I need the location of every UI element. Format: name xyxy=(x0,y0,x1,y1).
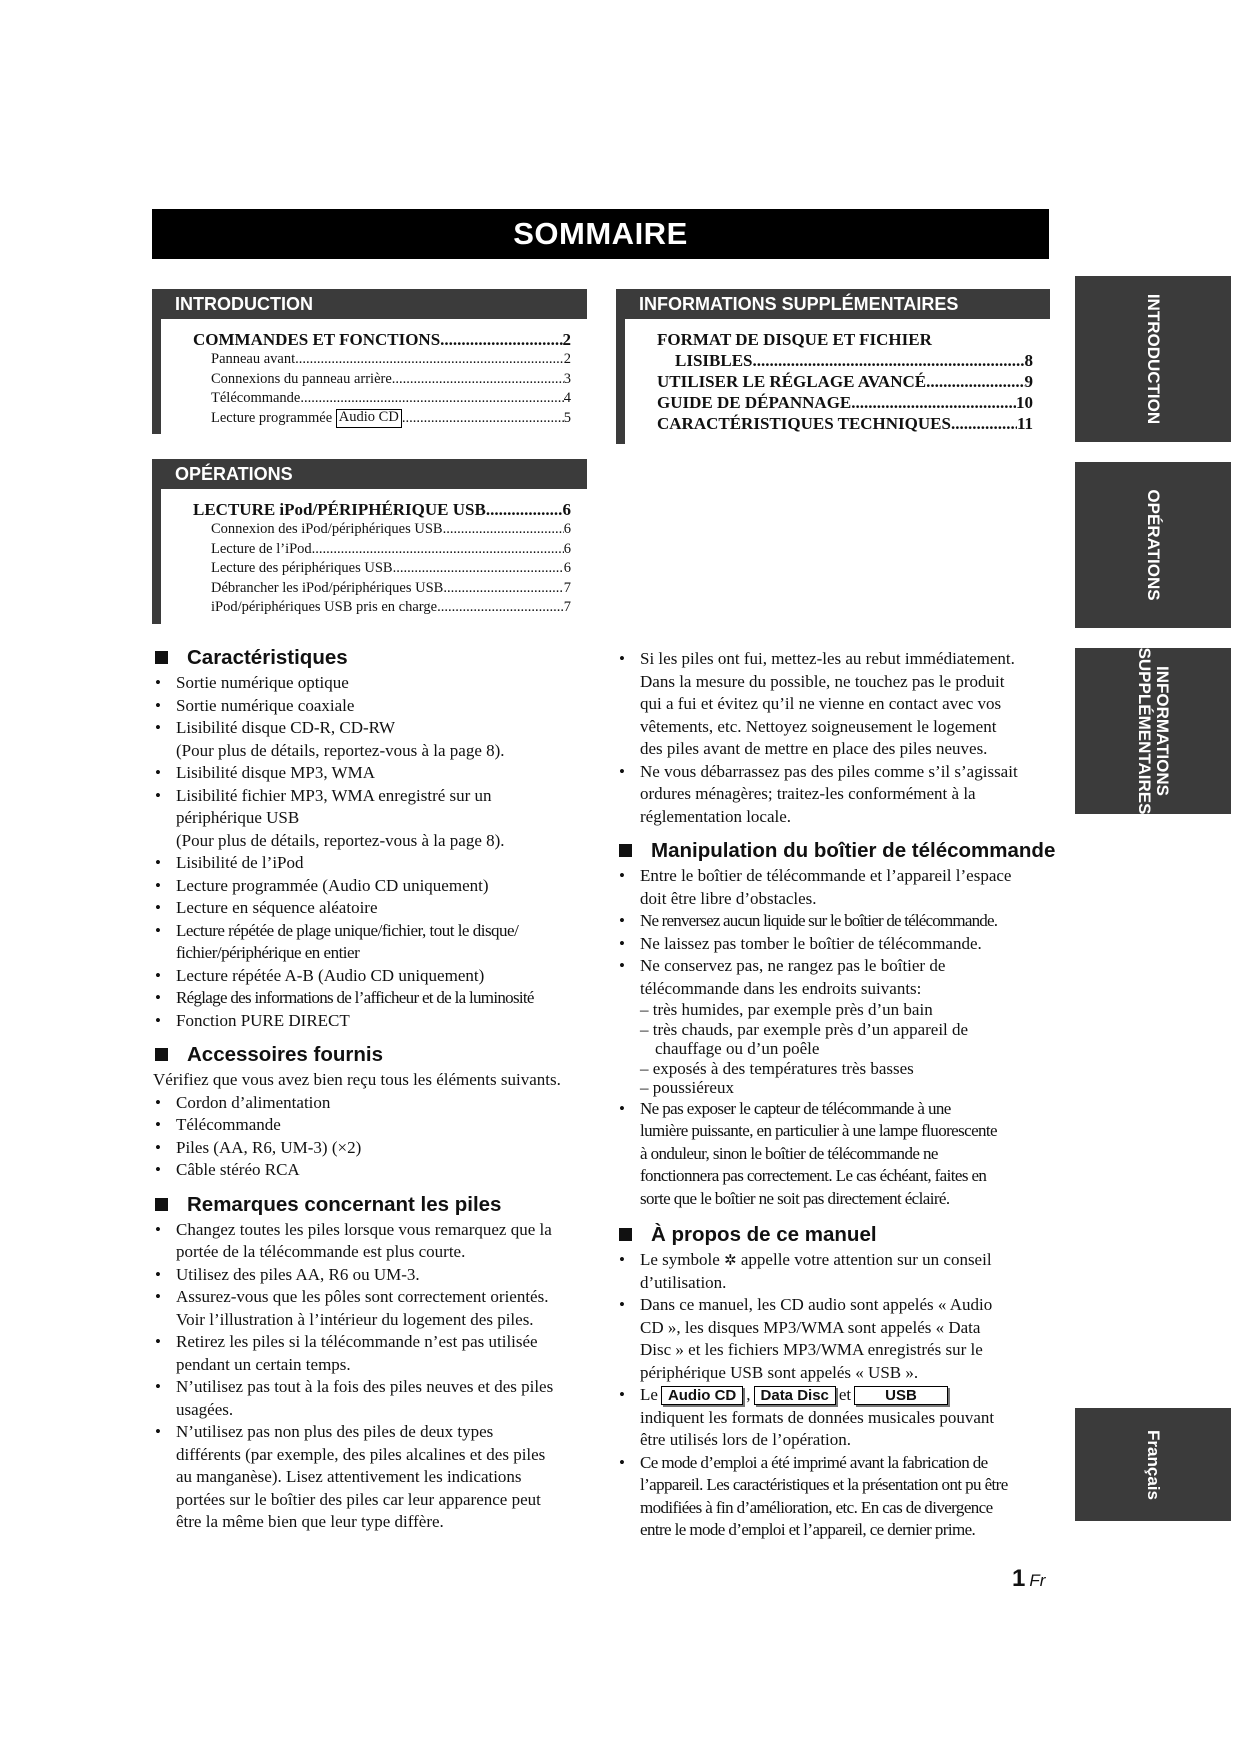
list-item: • Ne vous débarrassez pas des piles comme s’il s’agissait ordures ménagères; traitez-les conformément à la réglementation locale. xyxy=(617,761,1057,829)
batteries-list xyxy=(153,1219,593,1534)
list-item: • Cordon d’alimentation xyxy=(153,1092,593,1115)
list-item: • Lisibilité de l’iPod xyxy=(153,852,593,875)
list-item: • Le Audio CD , Data Disc et USB indiquent les formats de données musicales pouvant être utilisés lors de l’opération. xyxy=(617,1384,1057,1452)
data-disc-tag: Data Disc xyxy=(754,1386,836,1405)
toc-entry[interactable]: COMMANDES ET FONCTIONS ..... 2 xyxy=(193,329,571,350)
audio-cd-tag: Audio CD xyxy=(336,409,402,429)
toc-sub-entry[interactable]: Lecture programmée Audio CD ..... 5 xyxy=(193,409,571,429)
toc-entry[interactable]: UTILISER LE RÉGLAGE AVANCÉ ..... 9 xyxy=(657,371,1033,392)
page-number: 1 Fr xyxy=(1012,1565,1046,1592)
list-item: • Retirez les piles si la télécommande n’est pas utilisée pendant un certain temps. xyxy=(153,1331,593,1376)
side-tab-language[interactable]: Français xyxy=(1075,1408,1231,1521)
list-item: • Ne laissez pas tomber le boîtier de télécommande. xyxy=(617,933,1057,956)
list-item: • Télécommande xyxy=(153,1114,593,1137)
list-item: • Câble stéréo RCA xyxy=(153,1159,593,1182)
accessories-list xyxy=(153,1092,593,1182)
manual-list xyxy=(617,1249,1057,1542)
section-accessoires: Accessoires fournis xyxy=(153,1042,593,1068)
toc-sub-entry[interactable]: Débrancher les iPod/périphériques USB ..... 7 xyxy=(193,579,571,599)
usb-tag: USB xyxy=(854,1386,948,1405)
list-item: • Lecture répétée de plage unique/fichier, tout le disque/ fichier/périphérique en entier xyxy=(153,920,593,965)
section-manuel: À propos de ce manuel xyxy=(617,1222,1057,1248)
list-item: • Si les piles ont fui, mettez-les au rebut immédiatement. Dans la mesure du possible, ne touchez pas le produit qui a fui et évitez qu’il ne vienne en contact avec vos vêtements, etc. Nettoyez soigneusement le logement des piles avant de mettre en place des piles neuves. xyxy=(617,648,1057,761)
sub-item: – poussiéreux xyxy=(640,1078,734,1097)
list-item: • Le symbole ✲ appelle votre attention sur un conseil d’utilisation. xyxy=(617,1249,1057,1294)
list-item: • Changez toutes les piles lorsque vous remarquez que la portée de la télécommande est plus courte. xyxy=(153,1219,593,1264)
list-item: • Utilisez des piles AA, R6 ou UM-3. xyxy=(153,1264,593,1287)
side-tab-introduction[interactable]: INTRODUCTION xyxy=(1075,276,1231,442)
tip-icon: ✲ xyxy=(724,1251,737,1269)
list-item: • Lecture répétée A-B (Audio CD uniquement) xyxy=(153,965,593,988)
right-column xyxy=(617,648,1057,1542)
section-telecommande: Manipulation du boîtier de télécommande xyxy=(617,838,1057,864)
toc-sub-entry[interactable]: Connexions du panneau arrière ..... 3 xyxy=(193,370,571,390)
section-caracteristiques: Caractéristiques xyxy=(153,645,593,671)
list-item: • Réglage des informations de l’afficheur et de la luminosité xyxy=(153,987,593,1010)
toc-entry[interactable]: CARACTÉRISTIQUES TECHNIQUES ..... 11 xyxy=(657,413,1033,434)
batteries-list-continued xyxy=(617,648,1057,828)
list-item: • Ne pas exposer le capteur de télécommande à une lumière puissante, en particulier à une lampe fluorescente à onduleur, sinon le boîtier de télécommande ne fonctionnera pas correctement. Le cas échéant, faites en sorte que le boîtier ne soit pas directement éclairé. xyxy=(617,1098,1057,1211)
toc-sub-entry[interactable]: Connexion des iPod/périphériques USB ..... 6 xyxy=(193,520,571,540)
audio-cd-tag: Audio CD xyxy=(661,1386,743,1405)
left-column xyxy=(153,645,593,1534)
side-tab-informations[interactable]: INFORMATIONS SUPPLÉMENTAIRES xyxy=(1075,648,1231,814)
list-item: • Piles (AA, R6, UM-3) (×2) xyxy=(153,1137,593,1160)
list-item: • Lecture programmée (Audio CD uniquement) xyxy=(153,875,593,898)
remote-list xyxy=(617,865,1057,1210)
toc-entry[interactable]: FORMAT DE DISQUE ET FICHIER LISIBLES ..... 8 xyxy=(657,329,1033,371)
accessoires-intro: Vérifiez que vous avez bien reçu tous les éléments suivants. xyxy=(153,1070,561,1089)
sub-item: – très humides, par exemple près d’un bain xyxy=(640,1000,933,1019)
sub-item: – très chauds, par exemple près d’un appareil de chauffage ou d’un poêle xyxy=(640,1019,969,1058)
toc-sub-entry[interactable]: Lecture des périphériques USB ..... 6 xyxy=(193,559,571,579)
list-item: • Lecture en séquence aléatoire xyxy=(153,897,593,920)
list-item: • Fonction PURE DIRECT xyxy=(153,1010,593,1033)
toc-introduction xyxy=(152,289,587,434)
list-item: • Ce mode d’emploi a été imprimé avant la fabrication de l’appareil. Les caractéristiques et la présentation ont pu être modifiées à fin d’amélioration, etc. En cas de divergence entre le mode d’emploi et l’appareil, ce dernier prime. xyxy=(617,1452,1057,1542)
list-item: • Lisibilité fichier MP3, WMA enregistré sur un périphérique USB (Pour plus de détails, reportez-vous à la page 8). xyxy=(153,785,593,853)
list-item: • Lisibilité disque CD-R, CD-RW (Pour plus de détails, reportez-vous à la page 8). xyxy=(153,717,593,762)
page-title: SOMMAIRE xyxy=(152,209,1049,259)
toc-sub-entry[interactable]: Télécommande ..... 4 xyxy=(193,389,571,409)
toc-informations xyxy=(616,289,1050,444)
list-item: • Assurez-vous que les pôles sont correctement orientés. Voir l’illustration à l’intérieur du logement des piles. xyxy=(153,1286,593,1331)
toc-entry[interactable]: LECTURE iPod/PÉRIPHÉRIQUE USB ..... 6 xyxy=(193,499,571,520)
features-list xyxy=(153,672,593,1032)
toc-heading: INTRODUCTION xyxy=(152,289,587,319)
section-piles: Remarques concernant les piles xyxy=(153,1192,593,1218)
list-item: • Sortie numérique optique xyxy=(153,672,593,695)
toc-sub-entry[interactable]: Panneau avant ..... 2 xyxy=(193,350,571,370)
list-item: • Ne renversez aucun liquide sur le boîtier de télécommande. xyxy=(617,910,1057,933)
toc-sub-entry[interactable]: Lecture de l’iPod ..... 6 xyxy=(193,540,571,560)
list-item: • N’utilisez pas tout à la fois des piles neuves et des piles usagées. xyxy=(153,1376,593,1421)
toc-heading: INFORMATIONS SUPPLÉMENTAIRES xyxy=(616,289,1050,319)
toc-operations xyxy=(152,459,587,624)
list-item: • Ne conservez pas, ne rangez pas le boîtier de télécommande dans les endroits suivants: – très humides, par exemple près d’un bain – très chauds, par exemple près d’un appareil de chauffage ou d’un poêle – exposés à des températures très basses – poussiéreux xyxy=(617,955,1057,1098)
list-item: • Lisibilité disque MP3, WMA xyxy=(153,762,593,785)
list-item: • Entre le boîtier de télécommande et l’appareil l’espace doit être libre d’obstacles. xyxy=(617,865,1057,910)
toc-sub-entry[interactable]: iPod/périphériques USB pris en charge ..... 7 xyxy=(193,598,571,618)
toc-entry[interactable]: GUIDE DE DÉPANNAGE ..... 10 xyxy=(657,392,1033,413)
toc-heading: OPÉRATIONS xyxy=(152,459,587,489)
list-item: • Dans ce manuel, les CD audio sont appelés « Audio CD », les disques MP3/WMA sont appelés « Data Disc » et les fichiers MP3/WMA enregistrés sur le périphérique USB sont appelés « USB ». xyxy=(617,1294,1057,1384)
list-item: • Sortie numérique coaxiale xyxy=(153,695,593,718)
list-item: • N’utilisez pas non plus des piles de deux types différents (par exemple, des piles alcalines et des piles au manganèse). Lisez attentivement les indications portées sur le boîtier des piles car leur apparence peut être la même bien que leur type diffère. xyxy=(153,1421,593,1534)
side-tab-operations[interactable]: OPÉRATIONS xyxy=(1075,462,1231,628)
sub-item: – exposés à des températures très basses xyxy=(640,1058,914,1078)
